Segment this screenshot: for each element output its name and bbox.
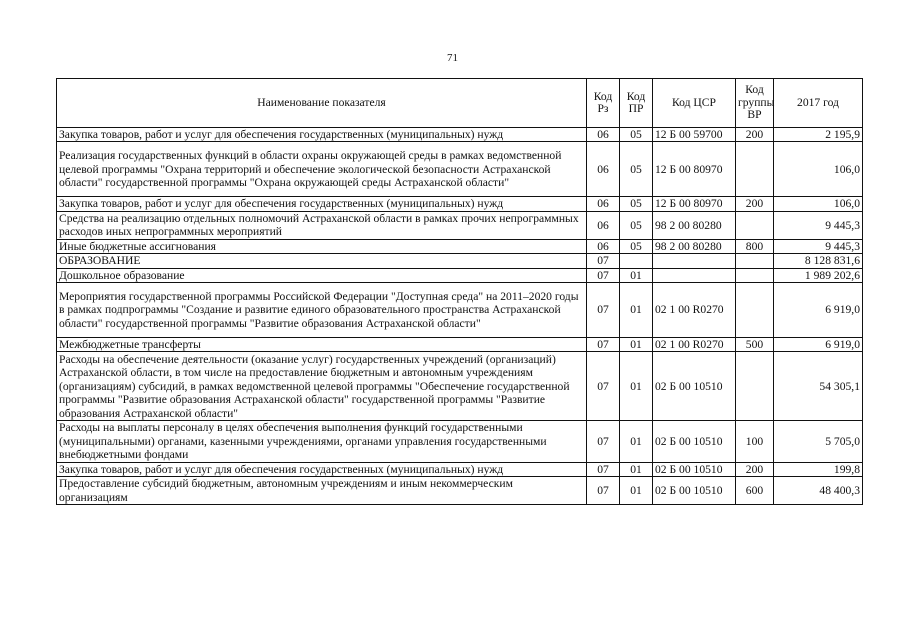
row-rz: 06 [587, 239, 620, 253]
row-vr: 100 [736, 421, 774, 462]
row-name: Иные бюджетные ассигнования [57, 239, 587, 253]
row-vr: 200 [736, 462, 774, 476]
row-rz: 07 [587, 268, 620, 282]
header-vr: Код группы ВР [736, 79, 774, 128]
row-value: 6 919,0 [774, 338, 863, 352]
table-row [57, 352, 863, 421]
row-value: 54 305,1 [774, 352, 863, 421]
header-rz: Код Рз [587, 79, 620, 128]
row-name: Расходы на обеспечение деятельности (оказание услуг) государственных учреждений (организаций) Астраханской области, в том числе на предоставление бюджетным и автономным учреждениям (организациям) субсидий, в рамках ведомственной целевой программы "Обеспечение государственной программы "Развитие образования Астраханской области" государственной программы "Развитие образования Астраханской области" [57, 352, 587, 421]
row-value: 106,0 [774, 142, 863, 197]
row-name: Реализация государственных функций в области охраны окружающей среды в рамках ведомственной целевой программы "Охрана территорий и обеспечение экологической безопасности Астраханской области" государственной программы "Охрана окружающей среды Астраханской области" [57, 142, 587, 197]
row-name: Закупка товаров, работ и услуг для обеспечения государственных (муниципальных) нужд [57, 462, 587, 476]
table-body [57, 128, 863, 505]
row-pr: 05 [620, 239, 653, 253]
row-rz: 06 [587, 197, 620, 211]
row-pr: 05 [620, 197, 653, 211]
table-row [57, 283, 863, 338]
row-csr: 02 Б 00 10510 [653, 352, 736, 421]
row-vr [736, 254, 774, 268]
row-value: 9 445,3 [774, 211, 863, 239]
row-value: 199,8 [774, 462, 863, 476]
row-rz: 07 [587, 338, 620, 352]
row-rz: 07 [587, 254, 620, 268]
row-name: Предоставление субсидий бюджетным, автономным учреждениям и иным некоммерческим организациям [57, 477, 587, 505]
row-rz: 07 [587, 421, 620, 462]
row-pr: 01 [620, 462, 653, 476]
row-rz: 06 [587, 128, 620, 142]
row-value: 8 128 831,6 [774, 254, 863, 268]
row-vr: 600 [736, 477, 774, 505]
row-pr: 01 [620, 338, 653, 352]
table-header-row [57, 79, 863, 128]
header-name: Наименование показателя [57, 79, 587, 128]
row-rz: 06 [587, 142, 620, 197]
row-rz: 07 [587, 477, 620, 505]
row-csr: 02 Б 00 10510 [653, 462, 736, 476]
row-name: Мероприятия государственной программы Российской Федерации "Доступная среда" на 2011–2020 годы в рамках подпрограммы "Создание и развитие единого образовательного пространства Астраханской области" государственной программы "Развитие образования Астраханской области" [57, 283, 587, 338]
row-vr [736, 283, 774, 338]
row-pr: 05 [620, 128, 653, 142]
row-pr: 05 [620, 211, 653, 239]
row-name: Закупка товаров, работ и услуг для обеспечения государственных (муниципальных) нужд [57, 197, 587, 211]
row-pr: 01 [620, 268, 653, 282]
row-rz: 07 [587, 352, 620, 421]
row-vr [736, 352, 774, 421]
row-vr: 200 [736, 128, 774, 142]
table-row [57, 128, 863, 142]
header-pr: Код ПР [620, 79, 653, 128]
row-csr [653, 254, 736, 268]
table-row [57, 239, 863, 253]
row-name: Расходы на выплаты персоналу в целях обеспечения выполнения функций государственными (муниципальными) органами, казенными учреждениями, органами управления государственными внебюджетными фондами [57, 421, 587, 462]
row-vr: 800 [736, 239, 774, 253]
row-value: 106,0 [774, 197, 863, 211]
row-name: Средства на реализацию отдельных полномочий Астраханской области в рамках прочих непрограммных расходов иных непрограммных мероприятий [57, 211, 587, 239]
row-value: 2 195,9 [774, 128, 863, 142]
row-pr: 01 [620, 283, 653, 338]
row-csr: 98 2 00 80280 [653, 239, 736, 253]
row-csr: 02 1 00 R0270 [653, 338, 736, 352]
row-csr: 02 1 00 R0270 [653, 283, 736, 338]
table-row [57, 268, 863, 282]
row-name: Межбюджетные трансферты [57, 338, 587, 352]
row-csr: 12 Б 00 80970 [653, 142, 736, 197]
row-vr: 500 [736, 338, 774, 352]
row-csr: 12 Б 00 59700 [653, 128, 736, 142]
row-rz: 07 [587, 462, 620, 476]
table-row [57, 421, 863, 462]
row-vr [736, 268, 774, 282]
row-csr: 12 Б 00 80970 [653, 197, 736, 211]
table-row [57, 197, 863, 211]
row-vr [736, 142, 774, 197]
row-pr: 01 [620, 421, 653, 462]
row-value: 1 989 202,6 [774, 268, 863, 282]
row-pr: 01 [620, 352, 653, 421]
table-row [57, 462, 863, 476]
header-year: 2017 год [774, 79, 863, 128]
row-csr: 02 Б 00 10510 [653, 421, 736, 462]
header-csr: Код ЦСР [653, 79, 736, 128]
row-value: 6 919,0 [774, 283, 863, 338]
row-csr [653, 268, 736, 282]
row-pr: 01 [620, 477, 653, 505]
row-value: 9 445,3 [774, 239, 863, 253]
table-row [57, 142, 863, 197]
table-row [57, 477, 863, 505]
budget-table [56, 78, 863, 505]
row-vr: 200 [736, 197, 774, 211]
row-csr: 98 2 00 80280 [653, 211, 736, 239]
row-rz: 07 [587, 283, 620, 338]
row-pr [620, 254, 653, 268]
row-value: 48 400,3 [774, 477, 863, 505]
page-number: 71 [447, 52, 458, 64]
row-name: ОБРАЗОВАНИЕ [57, 254, 587, 268]
row-pr: 05 [620, 142, 653, 197]
row-rz: 06 [587, 211, 620, 239]
table-row [57, 211, 863, 239]
row-value: 5 705,0 [774, 421, 863, 462]
table-row [57, 254, 863, 268]
table-row [57, 338, 863, 352]
row-vr [736, 211, 774, 239]
row-name: Дошкольное образование [57, 268, 587, 282]
row-csr: 02 Б 00 10510 [653, 477, 736, 505]
row-name: Закупка товаров, работ и услуг для обеспечения государственных (муниципальных) нужд [57, 128, 587, 142]
